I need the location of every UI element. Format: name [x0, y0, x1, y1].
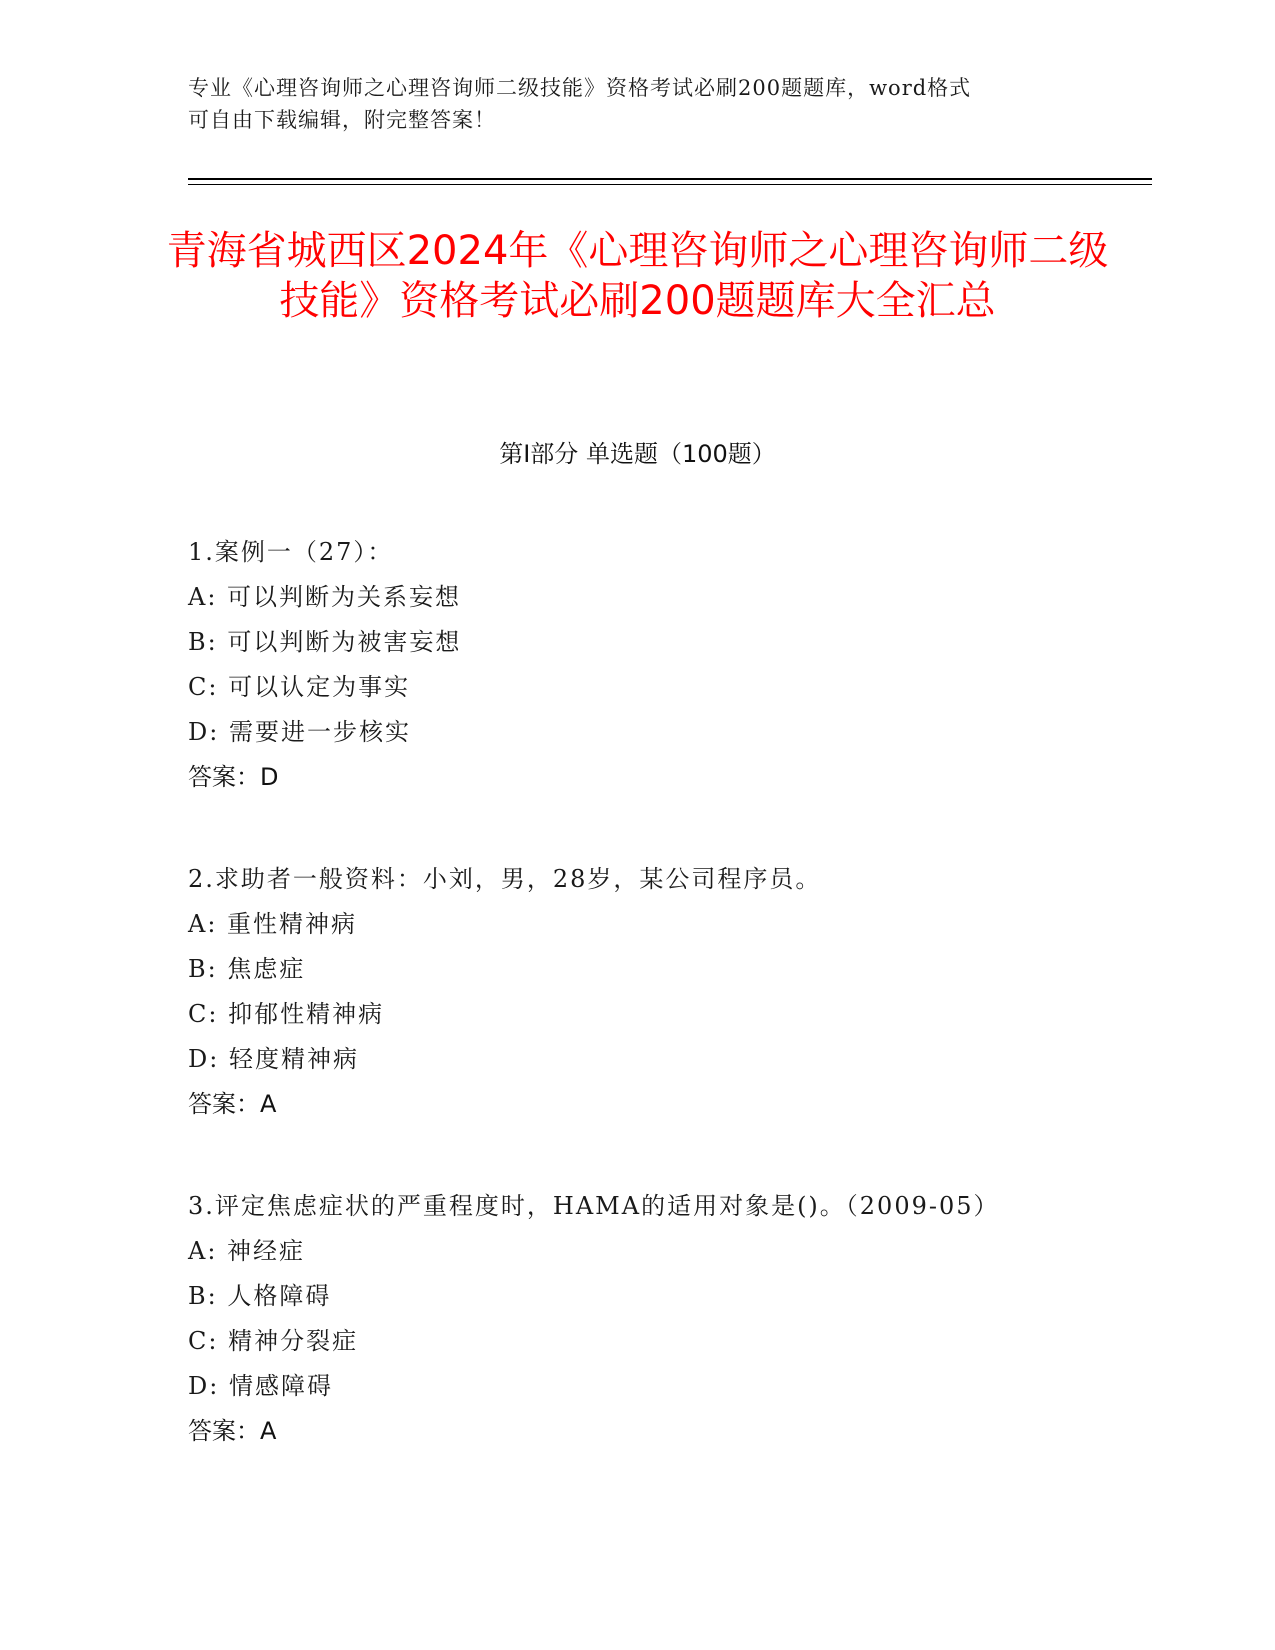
header-note-line-2: 可自由下载编辑，附完整答案！	[188, 108, 496, 132]
option-d: D: 轻度精神病	[188, 1045, 359, 1073]
question-stem: 1.案例一（27）：	[188, 538, 394, 566]
answer-line: 答案：A	[188, 1090, 277, 1118]
option-c: C: 精神分裂症	[188, 1327, 359, 1355]
section-heading: 第Ⅰ部分 单选题（100题）	[499, 440, 776, 468]
option-b: B: 人格障碍	[188, 1282, 332, 1310]
header-divider-thick	[188, 178, 1152, 180]
option-c: C: 抑郁性精神病	[188, 1000, 385, 1028]
option-b: B: 可以判断为被害妄想	[188, 628, 462, 656]
option-d: D: 情感障碍	[188, 1372, 333, 1400]
question-1	[188, 530, 1148, 800]
header-divider-thin	[188, 184, 1152, 185]
answer-line: 答案：D	[188, 763, 279, 791]
header-note	[188, 72, 1088, 136]
option-d: D: 需要进一步核实	[188, 718, 411, 746]
question-2	[188, 857, 1148, 1127]
option-a: A: 重性精神病	[188, 910, 358, 938]
header-note-line-1: 专业《心理咨询师之心理咨询师二级技能》资格考试必刷200题题库，word格式	[188, 76, 972, 100]
question-list	[188, 530, 1148, 1511]
question-stem: 3.评定焦虑症状的严重程度时，HAMA的适用对象是()。（2009-05）	[188, 1192, 1000, 1220]
option-b: B: 焦虑症	[188, 955, 306, 983]
answer-line: 答案：A	[188, 1417, 277, 1445]
option-a: A: 可以判断为关系妄想	[188, 583, 462, 611]
question-3	[188, 1184, 1148, 1454]
option-a: A: 神经症	[188, 1237, 306, 1265]
option-c: C: 可以认定为事实	[188, 673, 411, 701]
document-title: 青海省城西区2024年《心理咨询师之心理咨询师二级技能》资格考试必刷200题题库大全汇总	[166, 228, 1109, 324]
question-stem: 2.求助者一般资料：小刘，男，28岁，某公司程序员。	[188, 865, 822, 893]
